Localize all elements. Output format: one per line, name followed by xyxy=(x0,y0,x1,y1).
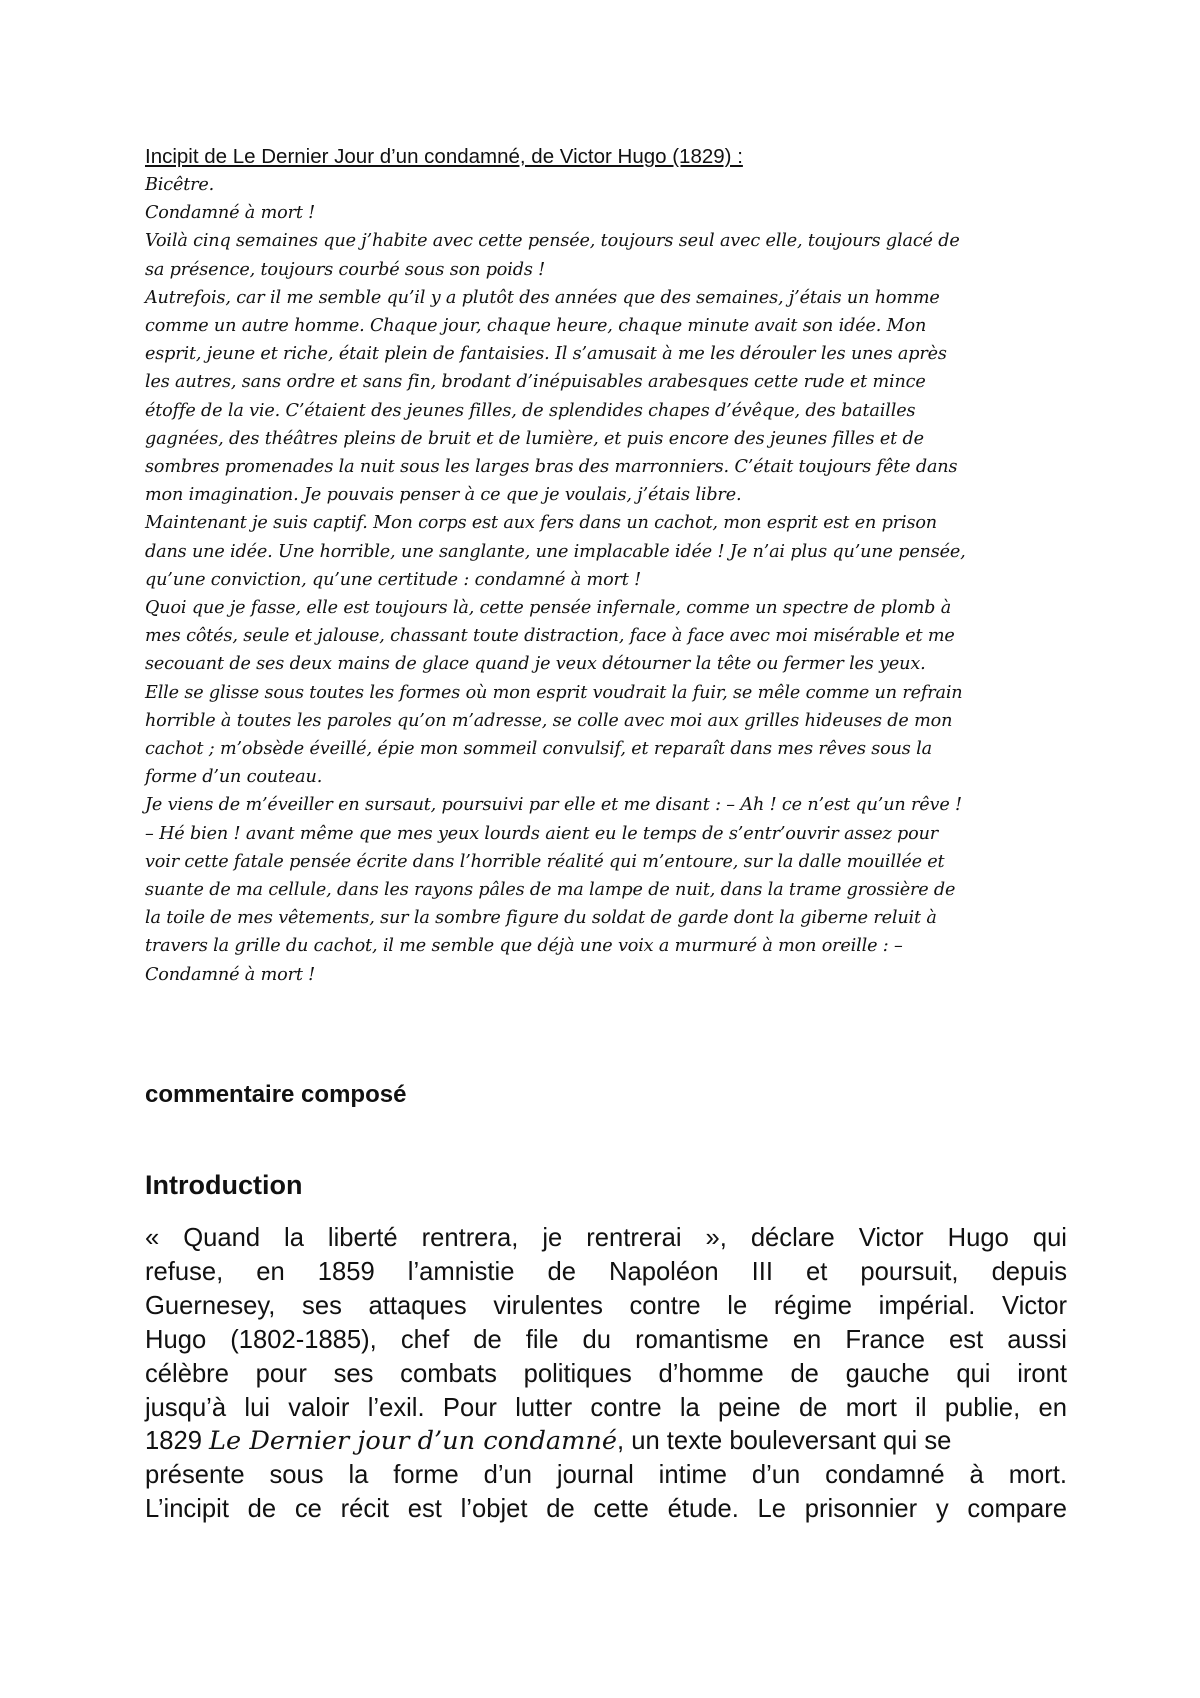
excerpt-line: Je viens de m’éveiller en sursaut, poursuivi par elle et me disant : – Ah ! ce n’est qu’un rêve ! xyxy=(145,795,962,816)
paragraph-line-end: , un texte bouleversant qui se xyxy=(617,1427,952,1456)
excerpt-line: travers la grille du cachot, il me semble que déjà une voix a murmuré à mon oreille : – xyxy=(145,936,903,957)
excerpt-line: secouant de ses deux mains de glace quand je veux détourner la tête ou fermer les yeux. xyxy=(145,654,926,675)
paragraph-line-start: 1829 xyxy=(145,1427,210,1456)
excerpt-line: voir cette fatale pensée écrite dans l’horrible réalité qui m’entoure, sur la dalle mouillée et xyxy=(145,851,945,872)
commentaire-heading: commentaire composé xyxy=(145,1081,407,1108)
paragraph-line: refuse, en 1859 l’amnistie de Napoléon III et poursuit, depuis xyxy=(145,1257,1067,1286)
excerpt-title: Incipit de Le Dernier Jour d’un condamné, de Victor Hugo (1829) : xyxy=(145,145,743,168)
excerpt-line: forme d’un couteau. xyxy=(145,767,323,788)
paragraph-line: Guernesey, ses attaques virulentes contre le régime impérial. Victor xyxy=(145,1291,1067,1320)
excerpt-line: sa présence, toujours courbé sous son poids ! xyxy=(145,259,546,280)
paragraph-line: jusqu’à lui valoir l’exil. Pour lutter contre la peine de mort il publie, en xyxy=(145,1393,1067,1422)
excerpt-line: sombres promenades la nuit sous les larges bras des marronniers. C’était toujours fête dans xyxy=(145,457,958,478)
excerpt-line: Autrefois, car il me semble qu’il y a plutôt des années que des semaines, j’étais un homme xyxy=(145,287,940,308)
excerpt-line: suante de ma cellule, dans les rayons pâles de ma lampe de nuit, dans la trame grossière de xyxy=(145,880,956,901)
excerpt-line: dans une idée. Une horrible, une sanglante, une implacable idée ! Je n’ai plus qu’une pensée, xyxy=(145,541,966,562)
excerpt-line: esprit, jeune et riche, était plein de fantaisies. Il s’amusait à me les dérouler les unes après xyxy=(145,344,947,365)
excerpt-line: Voilà cinq semaines que j’habite avec cette pensée, toujours seul avec elle, toujours glacé de xyxy=(145,231,960,252)
excerpt-line: la toile de mes vêtements, sur la sombre figure du soldat de garde dont la giberne reluit à xyxy=(145,908,937,929)
paragraph-line: Hugo (1802-1885), chef de file du romantisme en France est aussi xyxy=(145,1325,1067,1354)
paragraph-line xyxy=(145,1425,1067,1459)
excerpt-line: cachot ; m’obsède éveillé, épie mon sommeil convulsif, et reparaît dans mes rêves sous la xyxy=(145,739,932,760)
excerpt-line: Quoi que je fasse, elle est toujours là, cette pensée infernale, comme un spectre de plomb à xyxy=(145,598,952,619)
paragraph-line: présente sous la forme d’un journal intime d’un condamné à mort. xyxy=(145,1461,1067,1490)
excerpt-line: Condamné à mort ! xyxy=(145,203,316,224)
excerpt-line: Maintenant je suis captif. Mon corps est aux fers dans un cachot, mon esprit est en prison xyxy=(145,513,937,534)
excerpt-line: mes côtés, seule et jalouse, chassant toute distraction, face à face avec moi misérable et me xyxy=(145,626,955,647)
excerpt-line: étoffe de la vie. C’étaient des jeunes filles, de splendides chapes d’évêque, des batailles xyxy=(145,400,916,421)
paragraph-line: L’incipit de ce récit est l’objet de cette étude. Le prisonnier y compare xyxy=(145,1495,1067,1524)
excerpt-line: – Hé bien ! avant même que mes yeux lourds aient eu le temps de s’entr’ouvrir assez pour xyxy=(145,823,939,844)
excerpt-line: Elle se glisse sous toutes les formes où mon esprit voudrait la fuir, se mêle comme un refrain xyxy=(145,682,963,703)
paragraph-line: célèbre pour ses combats politiques d’homme de gauche qui iront xyxy=(145,1359,1067,1388)
book-title: Le Dernier jour d’un condamné xyxy=(209,1426,617,1457)
excerpt-line: mon imagination. Je pouvais penser à ce que je voulais, j’étais libre. xyxy=(145,485,742,506)
paragraph-line: « Quand la liberté rentrera, je rentrerai », déclare Victor Hugo qui xyxy=(145,1224,1067,1252)
excerpt-line: gagnées, des théâtres pleins de bruit et de lumière, et puis encore des jeunes filles et de xyxy=(145,428,924,449)
excerpt-line: Bicêtre. xyxy=(145,175,215,195)
excerpt-line: horrible à toutes les paroles qu’on m’adresse, se colle avec moi aux grilles hideuses de mon xyxy=(145,710,953,731)
introduction-text xyxy=(145,1222,1067,1527)
excerpt-line: qu’une conviction, qu’une certitude : condamné à mort ! xyxy=(145,569,642,590)
excerpt-line: comme un autre homme. Chaque jour, chaque heure, chaque minute avait son idée. Mon xyxy=(145,316,927,337)
introduction-heading: Introduction xyxy=(145,1170,303,1200)
excerpt-line: les autres, sans ordre et sans fin, brodant d’inépuisables arabesques cette rude et mince xyxy=(145,372,926,393)
excerpt-line: Condamné à mort ! xyxy=(145,964,316,985)
excerpt-text xyxy=(145,171,1065,989)
